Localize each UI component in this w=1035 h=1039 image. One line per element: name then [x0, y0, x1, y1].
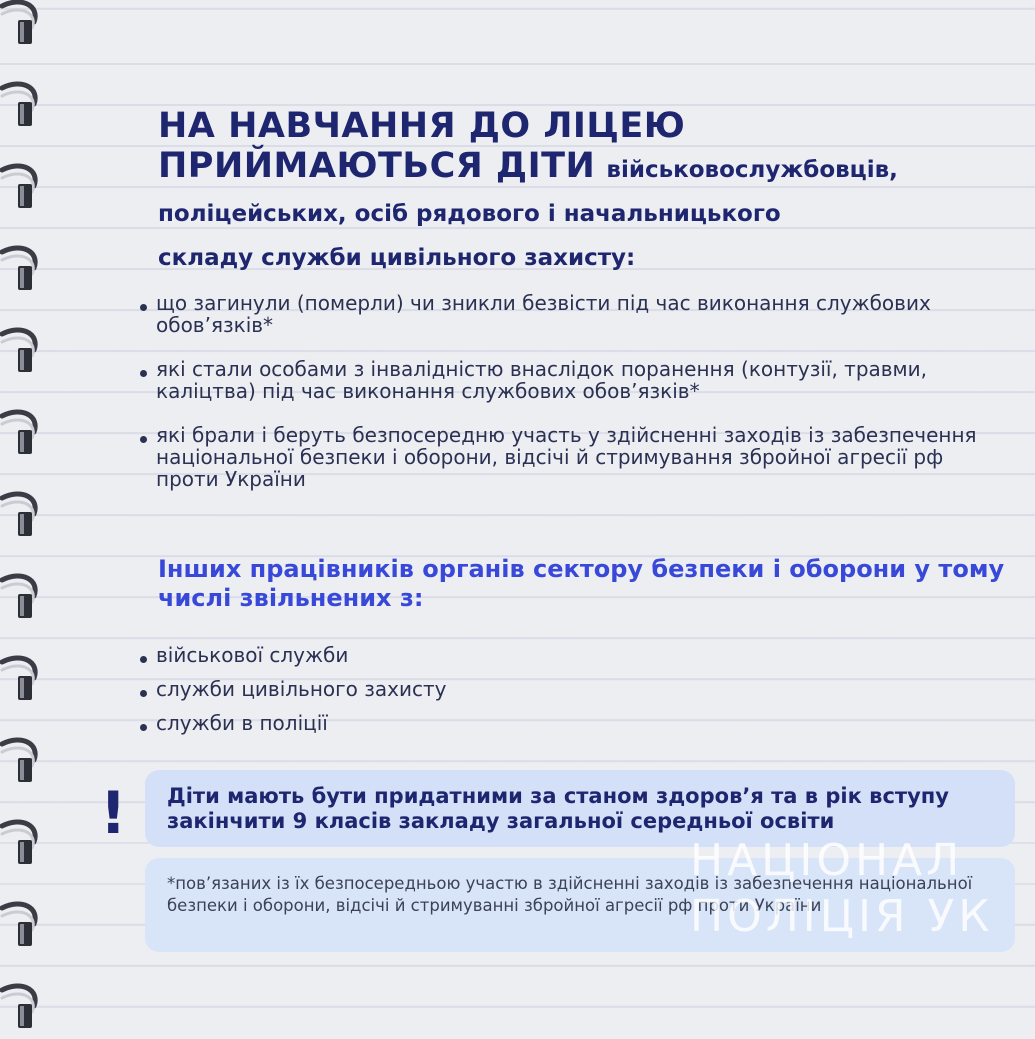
watermark-line-2: ПОЛІЦІЯ УК: [690, 891, 994, 942]
list-item: служби в поліції: [138, 712, 1008, 734]
spiral-ring-icon: [0, 894, 44, 954]
spiral-ring-icon: [0, 402, 44, 462]
footnote-text: *пов’язаних із їх безпосередньою участю в здійсненні заходів із забезпечення національної безпеки і оборони, відсічі й стримуванні збройної агресії рф проти України: [167, 874, 973, 915]
notice-text: Діти мають бути придатними за станом здоров’я та в рік вступу закінчити 9 класів закладу загальної середньої освіти: [167, 784, 949, 833]
bullet-icon: [140, 724, 147, 731]
bullet-icon: [140, 304, 147, 311]
list-item: які брали і беруть безпосередню участь у здійсненні заходів із забезпечення національної безпеки і оборони, відсічі й стримування збройної агресії рф проти України: [138, 424, 1008, 490]
spiral-ring-icon: [0, 238, 44, 298]
title-line-2-rest: військовослужбовців,: [606, 157, 898, 183]
categories-list: [138, 292, 1008, 512]
bullet-icon: [140, 690, 147, 697]
spiral-binding: [0, 0, 60, 1039]
subheading: Інших працівників органів сектору безпеки і оборони у тому числі звільнених з:: [158, 555, 1005, 612]
bullet-icon: [140, 370, 147, 377]
spiral-ring-icon: [0, 976, 44, 1036]
title-line-1: НА НАВЧАННЯ ДО ЛІЦЕЮ: [158, 106, 686, 146]
spiral-ring-icon: [0, 730, 44, 790]
spiral-ring-icon: [0, 320, 44, 380]
spiral-ring-icon: [0, 484, 44, 544]
spiral-ring-icon: [0, 566, 44, 626]
spiral-ring-icon: [0, 812, 44, 872]
title-line-4: складу служби цивільного захисту:: [158, 245, 636, 271]
title-line-2-emphasis: ПРИЙМАЮТЬСЯ ДІТИ: [158, 146, 596, 186]
exclamation-icon: !: [100, 779, 127, 847]
spiral-ring-icon: [0, 156, 44, 216]
list-item: які стали особами з інвалідністю внаслідок поранення (контузії, травми, каліцтва) під час виконання службових обов’язків*: [138, 358, 1008, 402]
watermark-line-1: НАЦІОНАЛ: [690, 835, 964, 886]
list-item: служби цивільного захисту: [138, 678, 1008, 700]
watermark: [690, 833, 1035, 945]
service-list: [138, 644, 1008, 746]
bullet-icon: [140, 656, 147, 663]
spiral-ring-icon: [0, 0, 44, 52]
page-title: [158, 106, 1018, 278]
spiral-ring-icon: [0, 648, 44, 708]
list-item: що загинули (померли) чи зникли безвісти під час виконання службових обов’язків*: [138, 292, 1008, 336]
title-line-3: поліцейських, осіб рядового і начальницького: [158, 201, 781, 227]
list-item: військової служби: [138, 644, 1008, 666]
spiral-ring-icon: [0, 74, 44, 134]
bullet-icon: [140, 436, 147, 443]
